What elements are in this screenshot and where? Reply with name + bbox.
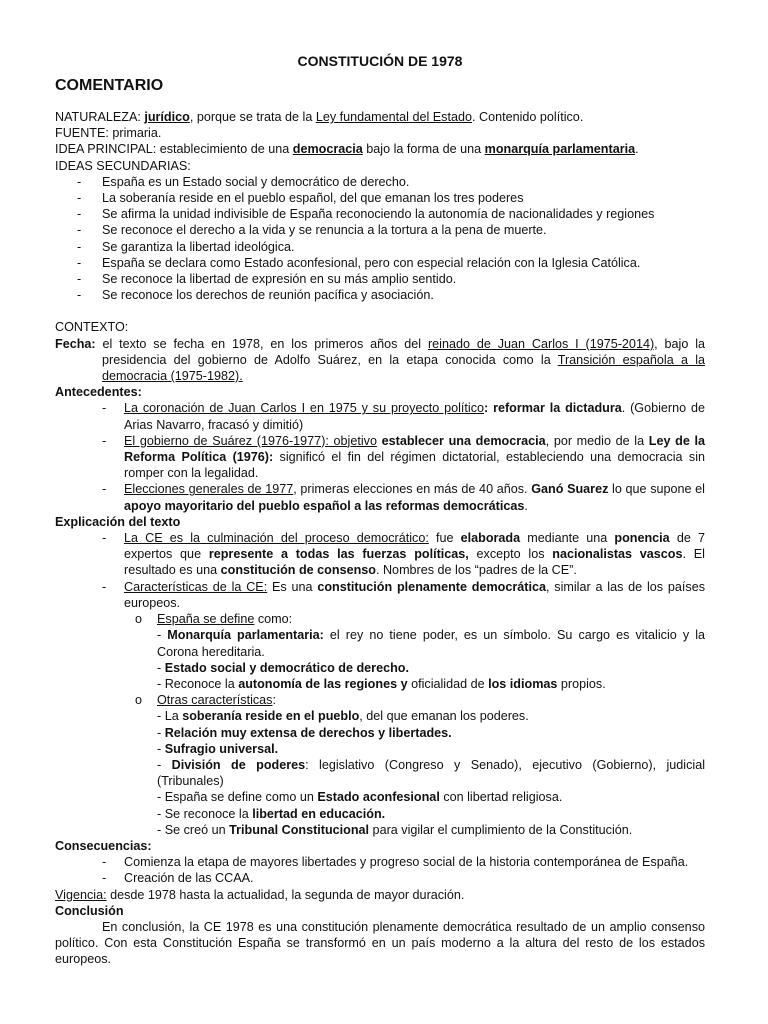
idea-principal-line: IDEA PRINCIPAL: establecimiento de una democracia bajo la forma de una monarquía parlamentaria.	[55, 142, 639, 157]
explicacion-label: Explicación del texto	[55, 514, 181, 529]
fuente-line: FUENTE: primaria.	[55, 126, 162, 141]
sublist-heading-define: o España se define como:	[55, 611, 705, 627]
ideas-secundarias-label: IDEAS SECUNDARIAS:	[55, 158, 191, 173]
list-item: - Comienza la etapa de mayores libertades y progreso social de la historia contemporánea de España.	[55, 854, 705, 870]
idea-term-monarquia: monarquía parlamentaria	[484, 142, 636, 157]
naturaleza-link: Ley fundamental del Estado	[315, 110, 472, 124]
list-item: - La CE es la culminación del proceso democrático: fue elaborada mediante una ponencia de 7 expertos que represente a todas las fuerzas políticas, excepto los nacionalistas vascos. El resultado es una constitución de consenso. Nombres de los “padres de la CE”.	[55, 530, 705, 579]
list-item: - Se reconoce la libertad de expresión en su más amplio sentido.	[55, 271, 705, 287]
spacer	[55, 303, 705, 319]
list-item: - Características de la CE: Es una constitución plenamente democrática, similar a las de los países europeos.	[55, 579, 705, 611]
list-item: - España se define como un Estado aconfesional con libertad religiosa.	[157, 790, 563, 805]
idea-term-democracia: democracia	[292, 142, 363, 157]
list-item: - Se creó un Tribunal Constitucional para vigilar el cumplimiento de la Constitución.	[157, 822, 633, 837]
vigencia-line: Vigencia: desde 1978 hasta la actualidad, la segunda de mayor duración.	[55, 887, 465, 902]
list-item: - Sufragio universal.	[157, 741, 279, 756]
list-item: - Se afirma la unidad indivisible de España reconociendo la autonomía de nacionalidades y regiones	[55, 206, 705, 222]
antecedentes-label: Antecedentes:	[55, 385, 142, 400]
list-item: - División de poderes: legislativo (Congreso y Senado), ejecutivo (Gobierno), judicial (Tribunales)	[157, 757, 705, 789]
section-heading-comentario: COMENTARIO	[55, 77, 164, 94]
naturaleza-term: jurídico	[144, 110, 190, 124]
list-item: - Se reconoce el derecho a la vida y se renuncia a la tortura a la pena de muerte.	[55, 222, 705, 238]
list-item: - La soberanía reside en el pueblo español, del que emanan los tres poderes	[55, 190, 705, 206]
naturaleza-line: NATURALEZA: jurídico, porque se trata de la Ley fundamental del Estado. Contenido político.	[55, 110, 584, 124]
ideas-secundarias-list	[55, 174, 705, 304]
conclusion-paragraph: En conclusión, la CE 1978 es una constitución plenamente democrática resultado de un amplio consenso político. Con esta Constitución España se transformó en un país moderno a la altura del resto de los estados europeos.	[55, 919, 705, 967]
list-item: - Monarquía parlamentaria: el rey no tiene poder, es un símbolo. Su cargo es vitalicio y la Corona hereditaria.	[157, 628, 705, 659]
sublist-heading-otras: o Otras características:	[55, 692, 705, 708]
list-item: - Relación muy extensa de derechos y libertades.	[157, 725, 452, 740]
list-item: - Se reconoce los derechos de reunión pacífica y asociación.	[55, 287, 705, 303]
fecha-paragraph: Fecha: el texto se fecha en 1978, en los primeros años del reinado de Juan Carlos I (1975-2014), bajo la presidencia del gobierno de Adolfo Suárez, en la etapa conocida como la Transición española a la democracia (1975-1982).	[55, 336, 706, 384]
conclusion-label: Conclusión	[55, 903, 124, 918]
list-item: - Se garantiza la libertad ideológica.	[55, 239, 705, 255]
list-item: - Se reconoce la libertad en educación.	[157, 806, 386, 821]
list-item: - La coronación de Juan Carlos I en 1975 y su proyecto político: reformar la dictadura. (Gobierno de Arias Navarro, fracasó y dimitió)	[55, 400, 705, 432]
document-title: CONSTITUCIÓN DE 1978	[297, 53, 463, 69]
list-item: - Elecciones generales de 1977, primeras elecciones en más de 40 años. Ganó Suarez lo que supone el apoyo mayoritario del pueblo español a las reformas democráticas.	[55, 481, 705, 513]
list-item: - España se declara como Estado aconfesional, pero con especial relación con la Iglesia Católica.	[55, 255, 705, 271]
list-item: - La soberanía reside en el pueblo, del que emanan los poderes.	[157, 709, 529, 724]
list-item: - Creación de las CCAA.	[55, 870, 705, 886]
list-item: - El gobierno de Suárez (1976-1977): objetivo establecer una democracia, por medio de la Ley de la Reforma Política (1976): significó el fin del régimen dictatorial, estableciendo una democracia sin romper con la legalidad.	[55, 433, 705, 482]
list-item: - Reconoce la autonomía de las regiones y oficialidad de los idiomas propios.	[157, 676, 606, 691]
document-page	[55, 52, 705, 968]
list-item: - España es un Estado social y democrático de derecho.	[55, 174, 705, 190]
contexto-label: CONTEXTO:	[55, 320, 129, 335]
consecuencias-label: Consecuencias:	[55, 838, 152, 853]
list-item: - Estado social y democrático de derecho.	[157, 660, 409, 675]
